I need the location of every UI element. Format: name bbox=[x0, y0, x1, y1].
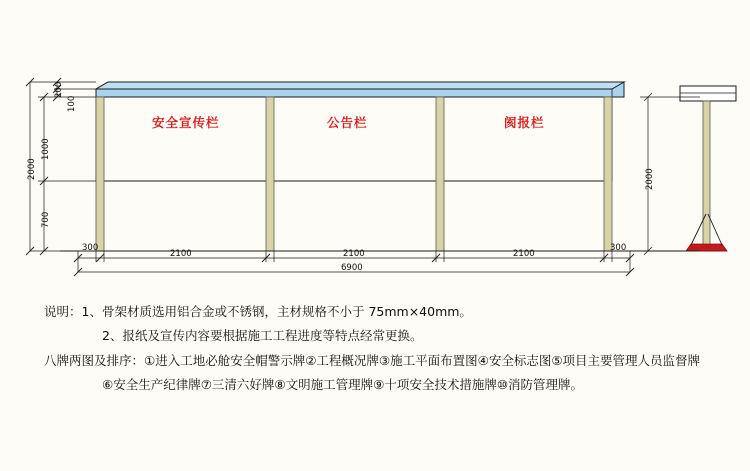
signboard-frame bbox=[96, 97, 612, 181]
signboard-top-slab bbox=[96, 82, 624, 97]
note-item-2: 2、报纸及宣传内容要根据施工工程进度等特点经常更换。 bbox=[102, 328, 423, 344]
boards-row-1 bbox=[44, 349, 724, 373]
panel-label-safety: 安全宣传栏 bbox=[152, 115, 220, 130]
boards-line-1: ①进入工地必舱安全帽警示牌②工程概况牌③施工平面布置图④安全标志图⑤项目主要管理人员监督牌 bbox=[144, 352, 701, 368]
note-row-1 bbox=[44, 300, 724, 324]
dim-2100-bay3: 2100 bbox=[513, 249, 535, 259]
dim-700: 700 bbox=[41, 211, 51, 228]
side-elevation bbox=[680, 86, 736, 251]
dim-2100-bay1: 2100 bbox=[170, 249, 192, 259]
dim-100: 100 bbox=[67, 95, 77, 112]
notes-block bbox=[44, 300, 724, 398]
dim-300-left: 300 bbox=[82, 243, 99, 253]
panel-label-notice: 公告栏 bbox=[327, 115, 368, 130]
note-row-2 bbox=[44, 324, 724, 348]
dim-300-right: 300 bbox=[610, 243, 627, 253]
boards-row-2 bbox=[44, 373, 724, 397]
dim-6900-overall: 6900 bbox=[341, 263, 363, 273]
note-item-1: 1、骨架材质选用铝合金或不锈钢，主材规格不小于 75mm×40mm。 bbox=[81, 304, 472, 319]
boards-line-2: ⑥安全生产纪律牌⑦三清六好牌⑧文明施工管理牌⑨十项安全技术措施牌⑩消防管理牌。 bbox=[102, 377, 584, 393]
notes-heading: 说明： bbox=[44, 304, 82, 319]
boards-heading: 八牌两图及排序： bbox=[44, 352, 145, 368]
dim-2000-overall: 2000 bbox=[27, 158, 37, 180]
dim-2100-bay2: 2100 bbox=[343, 249, 365, 259]
dim-200: 200 bbox=[54, 81, 64, 98]
dim-2000-side: 2000 bbox=[645, 168, 655, 190]
panel-label-reading: 阂报栏 bbox=[504, 115, 545, 130]
dim-1000: 1000 bbox=[41, 138, 51, 160]
